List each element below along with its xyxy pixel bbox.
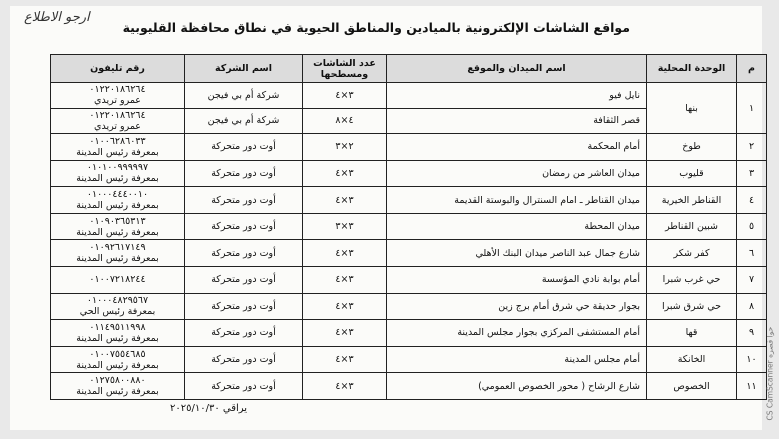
phone-cell [51, 213, 185, 240]
screen-size: ٣×٤ [303, 83, 387, 109]
phone-cell [51, 134, 185, 161]
phone-number: ٠١٠٠٦٢٨٦٠٣٣ [89, 135, 146, 147]
table-row [51, 320, 767, 347]
header-unit: الوحدة المحلية [647, 55, 737, 83]
row-number: ٣ [737, 160, 767, 187]
watermark-text: CS CamScanner حوا قصره [765, 326, 775, 421]
site-name: ميدان القناطر ـ امام السنترال والبوستة القديمة [387, 187, 647, 214]
local-unit: حي شرق شبرا [647, 293, 737, 320]
handwritten-note: ارجو الاطلاع [24, 10, 90, 25]
phone-number: ٠١٠٩٢٦١٧١٤٩ [89, 242, 146, 254]
contact-name: بمعرفة رئيس المدينة [76, 359, 159, 371]
row-number: ١ [737, 83, 767, 134]
row-number: ١٠ [737, 346, 767, 373]
phone-number: ٠١١٤٩٥١١٩٩٨ [89, 321, 146, 333]
screen-size: ٣×٤ [303, 320, 387, 347]
site-name: أمام مجلس المدينة [387, 346, 647, 373]
local-unit: قليوب [647, 160, 737, 187]
site-name: نايل فيو [387, 83, 647, 109]
screen-size: ٣×٤ [303, 373, 387, 400]
phone-cell [51, 267, 185, 294]
phone-number: ٠١٢٢٠١٨٦٢٦٤ [89, 84, 146, 96]
site-name: أمام بوابة نادي المؤسسة [387, 267, 647, 294]
company-name: أوت دور متحركة [185, 293, 303, 320]
company-name: أوت دور متحركة [185, 160, 303, 187]
row-number: ٤ [737, 187, 767, 214]
row-number: ٥ [737, 213, 767, 240]
local-unit: قها [647, 320, 737, 347]
phone-number: ٠١٢٢٠١٨٦٢٦٤ [89, 109, 146, 121]
contact-name: عمرو تريدي [94, 95, 141, 107]
screens-table [50, 54, 767, 400]
row-number: ٧ [737, 267, 767, 294]
row-number: ١١ [737, 373, 767, 400]
contact-name: بمعرفة رئيس المدينة [76, 146, 159, 158]
table-row [51, 187, 767, 214]
phone-number: ٠١٠٠٠٤٨٢٩٥٦٧ [86, 295, 149, 307]
local-unit: شبين القناطر [647, 213, 737, 240]
local-unit: طوخ [647, 134, 737, 161]
row-number: ٨ [737, 293, 767, 320]
contact-name: بمعرفة رئيس المدينة [76, 332, 159, 344]
company-name: أوت دور متحركة [185, 134, 303, 161]
company-name: شركة أم بي فيجن [185, 108, 303, 134]
phone-cell [51, 83, 185, 109]
table-row [51, 160, 767, 187]
phone-number: ٠١٠٠٧٥٥٤٦٨٥ [89, 348, 146, 360]
site-name: أمام المحكمة [387, 134, 647, 161]
local-unit: الخصوص [647, 373, 737, 400]
table-row [51, 373, 767, 400]
row-number: ٦ [737, 240, 767, 267]
contact-name: عمرو تريدي [94, 120, 141, 132]
phone-cell [51, 187, 185, 214]
phone-number: ٠١٠٠٠٤٤٤٠٠١٠ [86, 189, 149, 201]
phone-number: ٠١٠١٠٠٩٩٩٩٩٧ [86, 162, 149, 174]
row-number: ٩ [737, 320, 767, 347]
local-unit: حي غرب شبرا [647, 267, 737, 294]
contact-name: بمعرفة رئيس المدينة [76, 200, 159, 212]
site-name: شارع جمال عبد الناصر ميدان البنك الأهلي [387, 240, 647, 267]
local-unit: القناطر الخيرية [647, 187, 737, 214]
table-row [51, 293, 767, 320]
site-name: بجوار حديقة حي شرق أمام برج زين [387, 293, 647, 320]
screen-size: ٣×٤ [303, 240, 387, 267]
site-name: شارع الرشاح ( محور الخصوص العمومي) [387, 373, 647, 400]
contact-name: بمعرفة رئيس المدينة [76, 226, 159, 238]
table-row [51, 83, 767, 109]
site-name: قصر الثقافة [387, 108, 647, 134]
document-page [10, 6, 762, 430]
table-row [51, 213, 767, 240]
header-phone: رقم تليفون [51, 55, 185, 83]
company-name: أوت دور متحركة [185, 373, 303, 400]
header-screens: عدد الشاشات ومسطحها [303, 55, 387, 83]
phone-cell [51, 240, 185, 267]
contact-name: بمعرفة رئيس المدينة [76, 173, 159, 185]
table-row [51, 240, 767, 267]
screen-size: ٣×٤ [303, 346, 387, 373]
phone-cell [51, 108, 185, 134]
site-name: أمام المستشفى المركزي بجوار مجلس المدينة [387, 320, 647, 347]
company-name: أوت دور متحركة [185, 320, 303, 347]
table-row [51, 346, 767, 373]
site-name: ميدان المحطة [387, 213, 647, 240]
company-name: أوت دور متحركة [185, 213, 303, 240]
contact-name: بمعرفة رئيس الحي [79, 306, 156, 318]
header-num: م [737, 55, 767, 83]
site-name: ميدان العاشر من رمضان [387, 160, 647, 187]
phone-number: ٠١٠٠٧٢١٨٢٤٤ [89, 274, 146, 286]
table-row [51, 134, 767, 161]
company-name: أوت دور متحركة [185, 187, 303, 214]
local-unit: بنها [647, 83, 737, 134]
phone-number: ٠١٢٧٥٨٠٠٨٨٠ [89, 375, 146, 387]
phone-cell [51, 293, 185, 320]
company-name: شركة أم بي فيجن [185, 83, 303, 109]
local-unit: كفر شكر [647, 240, 737, 267]
table-row [51, 267, 767, 294]
contact-name: بمعرفة رئيس المدينة [76, 386, 159, 398]
screen-size: ٣×٤ [303, 187, 387, 214]
header-company: اسم الشركة [185, 55, 303, 83]
screen-size: ٢×٣ [303, 134, 387, 161]
row-number: ٢ [737, 134, 767, 161]
phone-cell [51, 160, 185, 187]
screen-size: ٣×٤ [303, 267, 387, 294]
screen-size: ٣×٤ [303, 293, 387, 320]
screen-size: ٣×٣ [303, 213, 387, 240]
contact-name: بمعرفة رئيس المدينة [76, 253, 159, 265]
header-site: اسم الميدان والموقع [387, 55, 647, 83]
page-title: مواقع الشاشات الإلكترونية بالميادين والمناطق الحيوية في نطاق محافظة القليوبية [122, 20, 630, 35]
screen-size: ٣×٤ [303, 160, 387, 187]
local-unit: الخانكة [647, 346, 737, 373]
screen-size: ٤×٨ [303, 108, 387, 134]
phone-cell [51, 320, 185, 347]
phone-cell [51, 346, 185, 373]
signature-date: يراقي ٢٠٢٥/١٠/٣٠ [170, 403, 248, 414]
phone-cell [51, 373, 185, 400]
phone-number: ٠١٠٩٠٣٦٥٣١٣ [89, 215, 146, 227]
company-name: أوت دور متحركة [185, 346, 303, 373]
company-name: أوت دور متحركة [185, 267, 303, 294]
company-name: أوت دور متحركة [185, 240, 303, 267]
camscanner-watermark [760, 262, 774, 422]
